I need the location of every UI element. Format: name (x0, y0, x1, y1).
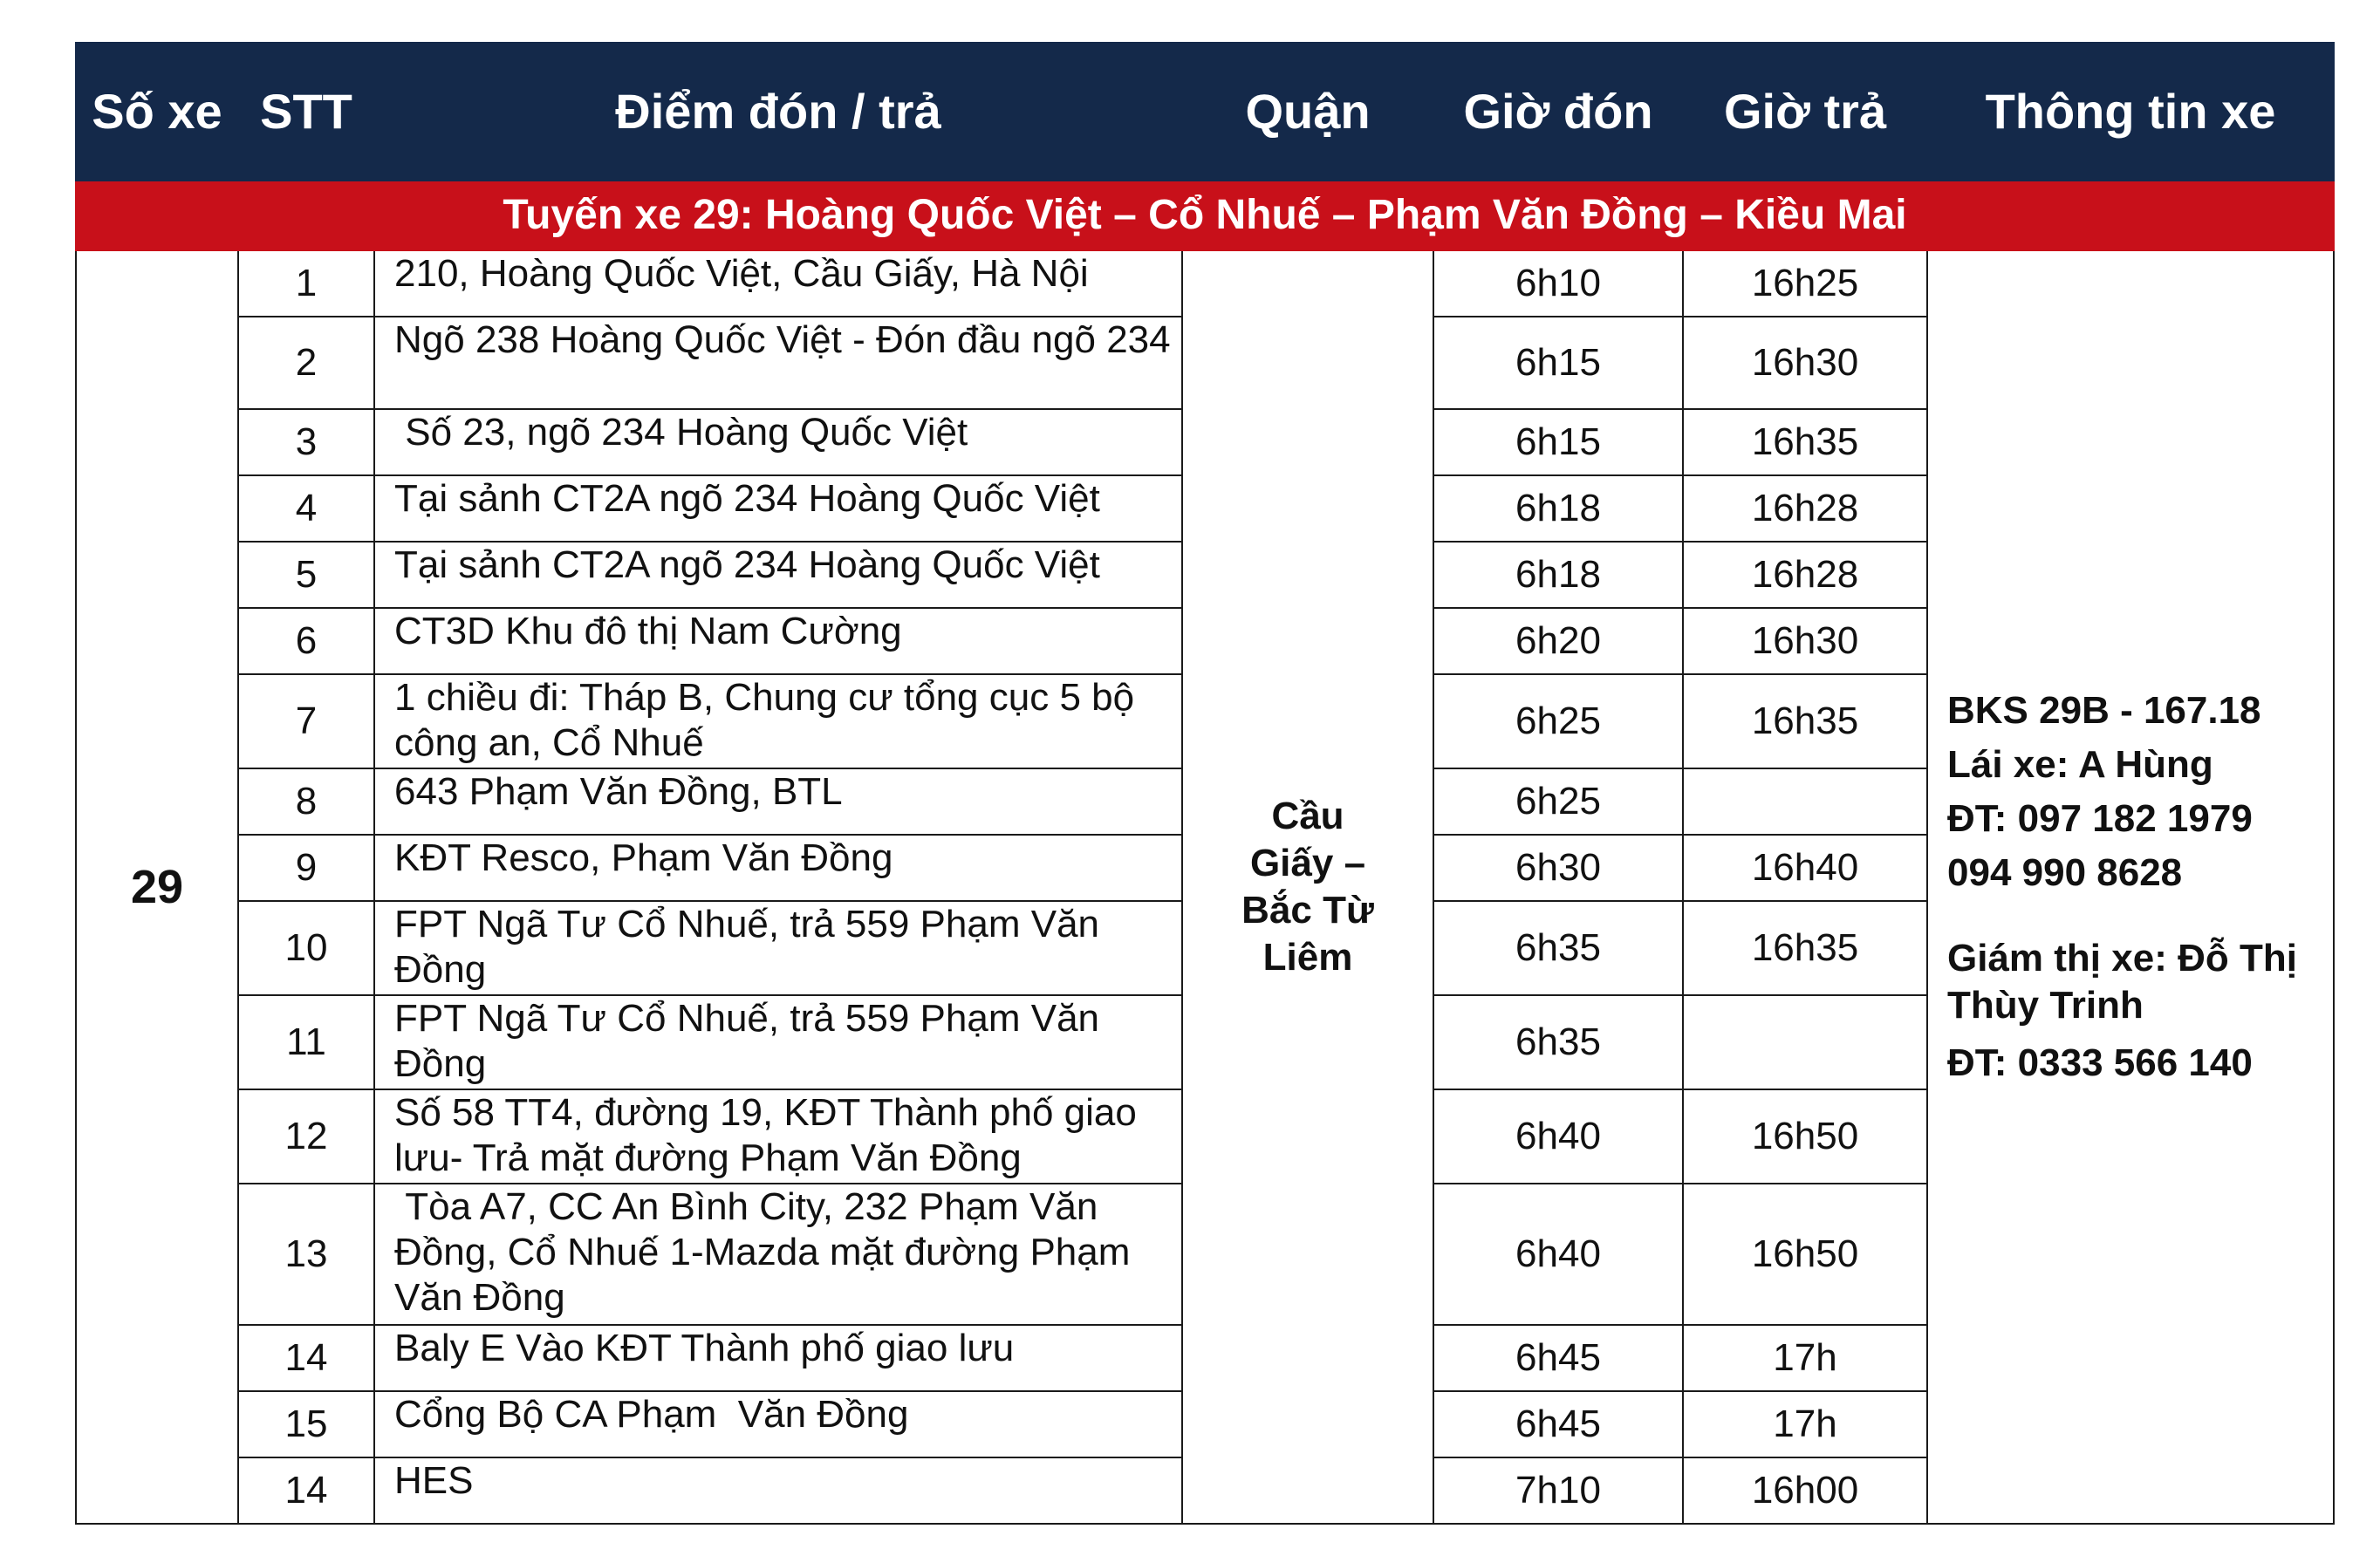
stop-stt: 7 (238, 674, 374, 768)
dropoff-time (1683, 768, 1927, 835)
dropoff-time: 16h28 (1683, 542, 1927, 608)
dropoff-time: 16h35 (1683, 674, 1927, 768)
pickup-time: 6h15 (1433, 317, 1683, 409)
driver-phone: ĐT: 097 182 1979 (1947, 797, 2253, 840)
header-stt: STT (238, 43, 374, 181)
dropoff-time (1683, 995, 1927, 1089)
dropoff-time: 16h40 (1683, 835, 1927, 901)
stop-location: Tòa A7, CC An Bình City, 232 Phạm Văn Đồng, Cổ Nhuế 1-Mazda mặt đường Phạm Văn Đồng (374, 1184, 1182, 1325)
stop-location: HES (374, 1457, 1182, 1524)
dropoff-time: 17h (1683, 1325, 1927, 1391)
pickup-time: 6h40 (1433, 1089, 1683, 1184)
pickup-time: 6h25 (1433, 768, 1683, 835)
table-row (76, 250, 2334, 317)
dropoff-time: 16h35 (1683, 409, 1927, 475)
bus-plate: BKS 29B - 167.18 (1947, 689, 2261, 732)
driver-phone-alt: 094 990 8628 (1947, 851, 2183, 894)
stop-location: Số 23, ngõ 234 Hoàng Quốc Việt (374, 409, 1182, 475)
header-bus-info: Thông tin xe (1927, 43, 2334, 181)
header-dropoff-time: Giờ trả (1683, 43, 1927, 181)
stop-location: FPT Ngã Tư Cổ Nhuế, trả 559 Phạm Văn Đồng (374, 995, 1182, 1089)
stop-stt: 12 (238, 1089, 374, 1184)
pickup-time: 6h35 (1433, 995, 1683, 1089)
stop-stt: 8 (238, 768, 374, 835)
stop-stt: 5 (238, 542, 374, 608)
stop-location: Baly E Vào KĐT Thành phố giao lưu (374, 1325, 1182, 1391)
header-pickup-time: Giờ đón (1433, 43, 1683, 181)
pickup-time: 6h30 (1433, 835, 1683, 901)
stop-location: Cổng Bộ CA Phạm Văn Đồng (374, 1391, 1182, 1457)
dropoff-time: 16h50 (1683, 1184, 1927, 1325)
stop-location: 210, Hoàng Quốc Việt, Cầu Giấy, Hà Nội (374, 250, 1182, 317)
pickup-time: 7h10 (1433, 1457, 1683, 1524)
bus-number: 29 (76, 250, 238, 1524)
supervisor-name: Giám thị xe: Đỗ Thị Thùy Trinh (1947, 937, 2297, 1027)
supervisor-phone: ĐT: 0333 566 140 (1947, 1041, 2253, 1084)
header-district: Quận (1182, 43, 1433, 181)
stop-stt: 3 (238, 409, 374, 475)
pickup-time: 6h45 (1433, 1325, 1683, 1391)
pickup-time: 6h10 (1433, 250, 1683, 317)
pickup-time: 6h35 (1433, 901, 1683, 995)
dropoff-time: 16h50 (1683, 1089, 1927, 1184)
dropoff-time: 16h00 (1683, 1457, 1927, 1524)
stop-stt: 4 (238, 475, 374, 542)
driver-name: Lái xe: A Hùng (1947, 743, 2213, 786)
dropoff-time: 16h25 (1683, 250, 1927, 317)
stop-stt: 15 (238, 1391, 374, 1457)
dropoff-time: 17h (1683, 1391, 1927, 1457)
table-body (76, 181, 2334, 1524)
stop-stt: 14 (238, 1457, 374, 1524)
stop-location: 1 chiều đi: Tháp B, Chung cư tổng cục 5 bộ công an, Cổ Nhuế (374, 674, 1182, 768)
header-bus-no: Số xe (76, 43, 238, 181)
stop-location: KĐT Resco, Phạm Văn Đồng (374, 835, 1182, 901)
pickup-time: 6h18 (1433, 542, 1683, 608)
stop-stt: 10 (238, 901, 374, 995)
header-row (76, 43, 2334, 181)
pickup-time: 6h25 (1433, 674, 1683, 768)
spacer (1947, 900, 2333, 935)
stop-stt: 1 (238, 250, 374, 317)
stop-location: Tại sảnh CT2A ngõ 234 Hoàng Quốc Việt (374, 475, 1182, 542)
pickup-time: 6h45 (1433, 1391, 1683, 1457)
stop-stt: 9 (238, 835, 374, 901)
stop-stt: 2 (238, 317, 374, 409)
pickup-time: 6h20 (1433, 608, 1683, 674)
district: Cầu Giấy – Bắc Từ Liêm (1182, 250, 1433, 1524)
stop-location: CT3D Khu đô thị Nam Cường (374, 608, 1182, 674)
route-banner-row (76, 181, 2334, 250)
pickup-time: 6h15 (1433, 409, 1683, 475)
stop-location: Tại sảnh CT2A ngõ 234 Hoàng Quốc Việt (374, 542, 1182, 608)
stop-stt: 6 (238, 608, 374, 674)
header-stop: Điểm đón / trả (374, 43, 1182, 181)
dropoff-time: 16h28 (1683, 475, 1927, 542)
dropoff-time: 16h30 (1683, 317, 1927, 409)
stop-stt: 13 (238, 1184, 374, 1325)
stop-location: Ngõ 238 Hoàng Quốc Việt - Đón đầu ngõ 234 (374, 317, 1182, 409)
stop-location: 643 Phạm Văn Đồng, BTL (374, 768, 1182, 835)
bus-route-table (75, 42, 2335, 1525)
stop-location: Số 58 TT4, đường 19, KĐT Thành phố giao lưu- Trả mặt đường Phạm Văn Đồng (374, 1089, 1182, 1184)
route-title: Tuyến xe 29: Hoàng Quốc Việt – Cổ Nhuế – Phạm Văn Đồng – Kiều Mai (76, 181, 2334, 250)
pickup-time: 6h18 (1433, 475, 1683, 542)
dropoff-time: 16h35 (1683, 901, 1927, 995)
stop-location: FPT Ngã Tư Cổ Nhuế, trả 559 Phạm Văn Đồng (374, 901, 1182, 995)
stop-stt: 14 (238, 1325, 374, 1391)
dropoff-time: 16h30 (1683, 608, 1927, 674)
bus-info (1927, 250, 2334, 1524)
pickup-time: 6h40 (1433, 1184, 1683, 1325)
stop-stt: 11 (238, 995, 374, 1089)
